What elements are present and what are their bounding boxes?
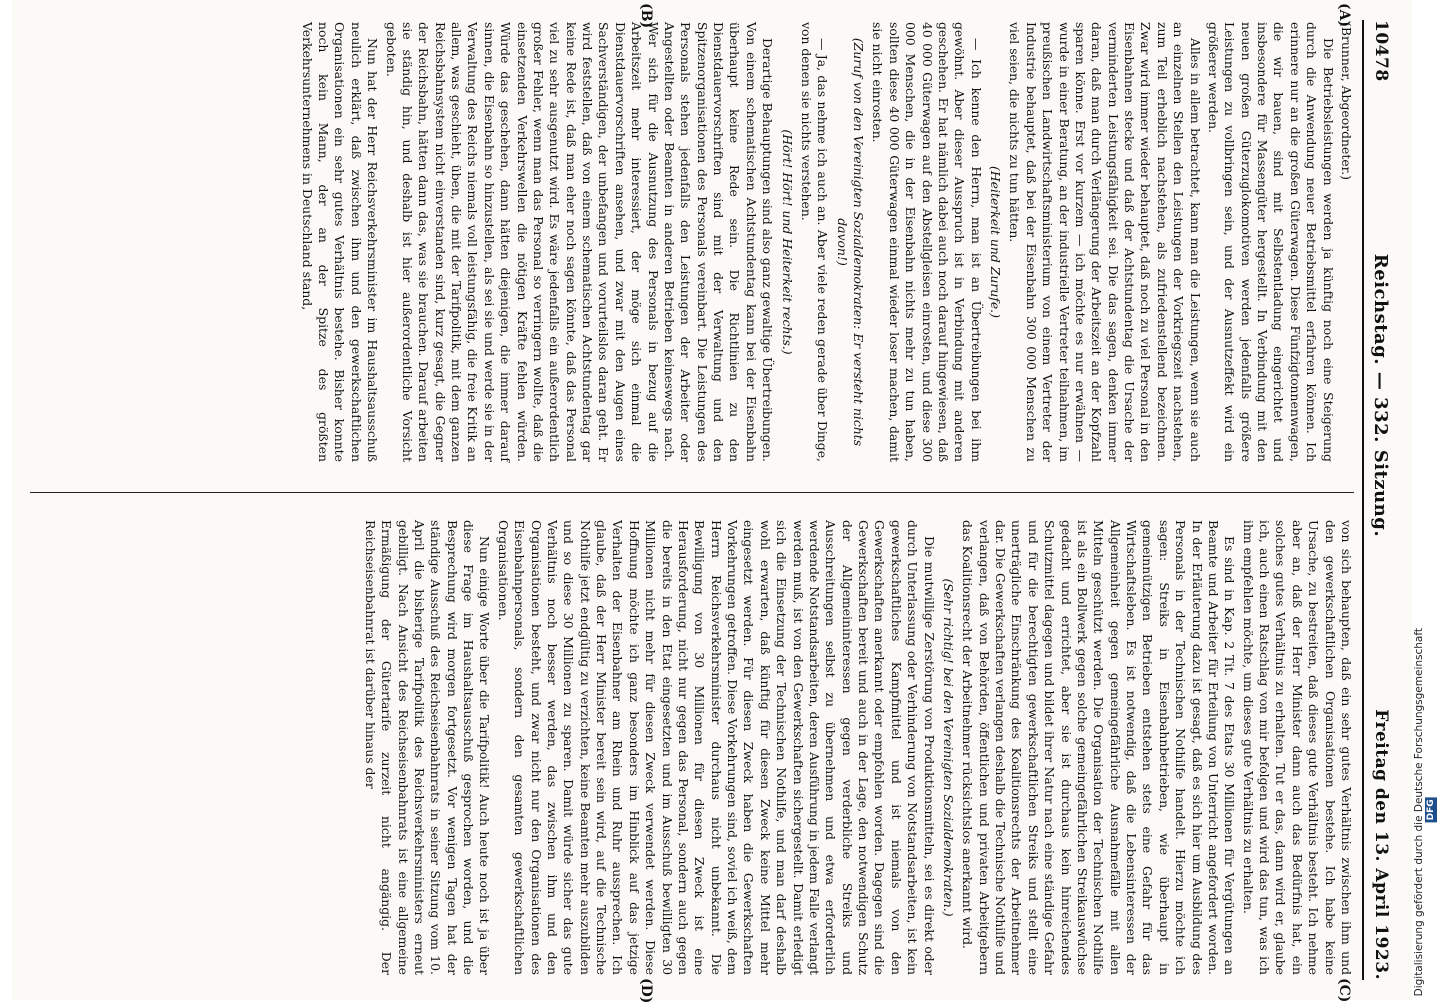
paragraph: Alles in allem betrachtet, kann man die Leistungen, wenn sie auch an einzelnen Stellen den Leistungen der Vorkriegszeit nachstehen, zum Teil erheblich nachstehen, als zufriedenstellend bezeichnen. Zwar wird immer wieder behauptet, daß noch zu viel Personal in den Eisenbahnen stecke und daß der Achtstundentag die Ursache der verminderten Leistungsfähigkeit sei. Die das sagen, denken immer daran, daß man durch Verlängerung der Arbeitszeit an der Kopfzahl sparen könne. Erst vor kurzem — ich möchte es nur erwähnen — wurde in einer Beratung, an der industrielle Vertreter teilnahmen, im preußischen Landwirtschaftsministerium von einem Vertreter der Industrie behauptet, daß bei der Eisenbahn 300 000 Menschen zu viel seien, die nichts zu tun hätten. bbox=[1007, 22, 1203, 462]
paragraph: — Ich kenne den Herrn, man ist an Übertreibungen bei ihm gewöhnt. Aber dieser Ausspruch ist in Verbindung mit anderen geschehen. Er hat nämlich dabei auch noch darauf hingewiesen, daß 40 000 Güterwagen auf den Abstellgleisen einrosten, und diese 300 000 Menschen, die in der Eisenbahn nichts mehr zu tun haben, sollten diese 40 000 Güterwagen einmal wieder loser machen, damit sie nicht einrosten. bbox=[870, 22, 984, 462]
page-number: 10478 bbox=[1371, 20, 1391, 82]
paragraph: von sich behaupten, daß ein sehr gutes Verhältnis zwischen ihm und den gewerkschaftlichen Organisationen bestehe. Ich habe keine Ursache, zu bestreiten, daß dieses gute Verhältnis besteht. Ich nehme aber an, daß der Herr Minister dann auch das Bedürfnis hat, ein solches gutes Verhältnis zu erhalten. Tut er das, dann wird er, glaube ich, auch einen Ratschlag von mir befolgen und wird das tun, was ich ihm empfehlen möchte, um dieses gute Verhältnis zu erhalten. bbox=[1240, 520, 1354, 975]
footer-credit-text: Digitalisierung gefördert durch die Deutsche Forschungsgemeinschaft bbox=[1412, 627, 1425, 996]
paragraph: Nun einige Worte über die Tarifpolitik! Auch heute noch ist ja über diese Frage im Haushaltsausschuß gesprochen worden, und die Besprechung wird morgen fortgesetzt. Vor wenigen Tagen hat der ständige Ausschuß des Reichseisenbahnrats in seiner Sitzung vom 10. April die bisherige Tarifpolitik des Reichsverkehrsministers erneut gebilligt. Nach Ansicht des Reichseisenbahnrats ist eine allgemeine Ermäßigung der Gütertarife zurzeit nicht angängig. Der Reichseisenbahnrat ist darüber hinaus der bbox=[362, 520, 493, 975]
interjection-text: (Zuruf von den Vereinigten Sozialdemokraten: Er versteht nichts davon!) bbox=[834, 37, 867, 447]
digitization-footer bbox=[1412, 0, 1436, 1000]
session-date: Freitag den 13. April 1923. bbox=[1371, 709, 1391, 980]
interjection-text: (Heiterkeit und Zurufe.) bbox=[988, 166, 1004, 318]
page-title: Reichstag. — 332. Sitzung. bbox=[1370, 253, 1392, 538]
interjection-text: (Sehr richtig! bei den Vereinigten Sozialdemokraten.) bbox=[941, 578, 956, 917]
paragraph: Die mutwillige Zerstörung von Produktionsmitteln, sei es direkt oder durch Unterlassung oder Verhinderung von Notstandsarbeiten, ist kein gewerkschaftliches Kampfmittel und ist niemals von den Gewerkschaften anerkannt oder empfohlen worden. Dagegen sind die Gewerkschaften bereit und auch in der Lage, den notwendigen Schutz der Allgemeininteressen gegen verderbliche Streiks und Ausschreitungen selbst zu übernehmen und etwa erforderlich werdende Notstandsarbeiten, deren Ausführung in jedem Falle verlangt werden muß, ist von den Gewerkschaften sichergestellt. Damit erledigt sich die Einsetzung der Technischen Nothilfe, und man darf deshalb wohl erwarten, daß künftig für diesen Zweck keine Mittel mehr eingesetzt werden. Für diesen Zweck haben die Gewerkschaften Vorkehrungen getroffen. Diese Vorkehrungen sind, soviel ich weiß, dem Herrn Reichsverkehrsminister durchaus nicht unbekannt. Die Bewilligung von 30 Millionen für diesen Zweck ist eine Herausforderung, nicht nur gegen das Personal, sondern auch gegen die bereits in den Etat eingesetzten und im Ausschuß bewilligten 30 Millionen nicht mehr für diesen Zweck verwendet werden. Diese Hoffnung möchte ich ganz besonders im Hinblick auf das jetzige Verhalten der Eisenbahner am Rhein und Ruhr aussprechen. Ich glaube, daß der Herr Minister bereit sein wird, auf die Technische Nothilfe jetzt endgültig zu verzichten, keine Beamten mehr auszubilden und so diese 30 Millionen zu sparen. Damit würde sicher das gute Verhältnis noch besser werden, das zwischen ihm und den Organisationen besteht, und zwar nicht nur den Organisationen des Eisenbahnpersonals, sondern den gesamten gewerkschaftlichen Organisationen. bbox=[495, 520, 937, 975]
paragraph: Derartige Behauptungen sind also ganz gewaltige Übertreibungen. Von einem schematischen Achtstundentag kann bei der Eisenbahn überhaupt keine Rede sein. Die Richtlinien zu den Dienstdauervorschriften sind mit der Verwaltung und den Spitzenorganisationen des Personals vereinbart. Die Leistungen des Personals stehen jedenfalls den Leistungen der Arbeiter oder Angestellten oder Beamten in anderen Betrieben keineswegs nach. Wer sich für die Ausnutzung des Personals in bezug auf die Arbeitszeit mehr interessiert, der möge sich einmal die Dienstdauervorschriften ansehen, und zwar mit den Augen eines Sachverständigen, der unbefangen und vorurteilslos daran geht. Er wird feststellen, daß von einem schematischen Achtstundentag gar keine Rede ist, daß man eher noch sagen könnte, daß das Personal viel zu sehr ausgenutzt wird. Es wäre jedenfalls ein außerordentlich großer Fehler, wenn man das Personal so verringern wollte, daß die einsetzenden Verkehrswellen die nötigen Kräfte fehlen würden. Würde das geschehen, dann hätten diejenigen, die immer darauf sinnen, die Eisenbahn so hinzustellen, als sei sie und werde sie in der Verwaltung des Reichs niemals voll leistungsfähig, die freie Kritik an allem, was geschieht, üben, die mit der Tarifpolitik, mit dem ganzen Reichsbahnsystem nicht einverstanden sind, kurz gesagt, die Gegner der Reichsbahn, hätten dann das, was sie brauchen. Darauf arbeiten sie ständig hin, und deshalb ist hier außerordentliche Vorsicht geboten. bbox=[383, 22, 776, 462]
margin-marker-d: (D) bbox=[638, 978, 654, 1003]
dfg-logo-icon: DFG bbox=[1425, 799, 1436, 821]
margin-marker-a: (A) bbox=[1336, 3, 1352, 28]
paragraph: Nun hat der Herr Reichsverkehrsminister im Haushaltsausschuß neulich erklärt, daß zwischen ihm und den gewerkschaftlichen Organisationen ein sehr gutes Verhältnis bestehe. Bisher konnte noch kein Mann, der an der Spitze des größten Verkehrsunternehmens in Deutschland stand, bbox=[299, 22, 381, 462]
left-text-column bbox=[30, 22, 1354, 462]
column-divider bbox=[30, 492, 1354, 493]
right-text-column bbox=[30, 520, 1354, 975]
margin-marker-c: (C) bbox=[1336, 978, 1352, 1003]
margin-marker-b: (B) bbox=[638, 3, 654, 29]
paragraph: Es sind in Kap. 2 Tit. 7 des Etats 30 Millionen für Vergütungen an Beamte und Arbeiter für Erteilung von Unterricht angefordert worden. In der Erläuterung dazu ist gesagt, daß es sich hier um Ausbildung des Personals in der Technischen Nothilfe handelt. Hierzu möchte ich sagen: Streiks in Eisenbahnbetrieben, wie überhaupt in gemeinnützigen Betrieben entstehen stets eine Gefahr für das Wirtschaftsleben. Es ist notwendig, daß die Lebensinteressen der Allgemeinheit gegen gemeingefährliche Ausnahmefälle mit allen Mitteln geschützt werden. Die Organisation der Technischen Nothilfe ist als ein Bollwerk gegen solche gemeingefährlichen Streikauswüchse gedacht und errichtet, aber sie ist durchaus kein hinreichendes Schutzmittel dagegen und bildet ihrer Natur nach eine ständige Gefahr und für die berechtigten gewerkschaftlichen Streiks und stellt eine unerträgliche Einschränkung des Koalitionsrechts der Arbeitnehmer dar. Die Gewerkschaften verlangen deshalb die Technische Nothilfe und verlangen, daß von Behörden, öffentlichen und privaten Arbeitgebern das Koalitionsrecht der Arbeitnehmer rücksichtslos anerkannt wird. bbox=[960, 520, 1238, 975]
page-header bbox=[1362, 20, 1398, 980]
paragraph: Die Betriebsleistungen werden ja künftig noch eine Steigerung durch die Anwendung neuer Betriebsmittel erfahren können. Ich erinnere nur an die großen Güterwagen. Diese Fünfzigtonnenwagen, die wir bauen, sind mit Selbstentladung eingerichtet und insbesondere für Massengüter hergestellt. In Verbindung mit den neuen großen Güterzuglokomotiven werden jedenfalls größere Leistungen zu vollbringen sein, und der Ausnutzeffekt wird ein größerer werden. bbox=[1206, 22, 1336, 462]
paragraph: — Ja, das nehme ich auch an. Aber viele reden gerade über Dinge, von denen sie nichts verstehen. bbox=[799, 22, 831, 462]
interjection-text: (Hört! Hört! und Heiterkeit rechts.) bbox=[779, 129, 795, 355]
paragraph: (Brunner, Abgeordneter.) bbox=[1339, 22, 1354, 180]
scanned-page bbox=[12, 0, 1412, 1003]
